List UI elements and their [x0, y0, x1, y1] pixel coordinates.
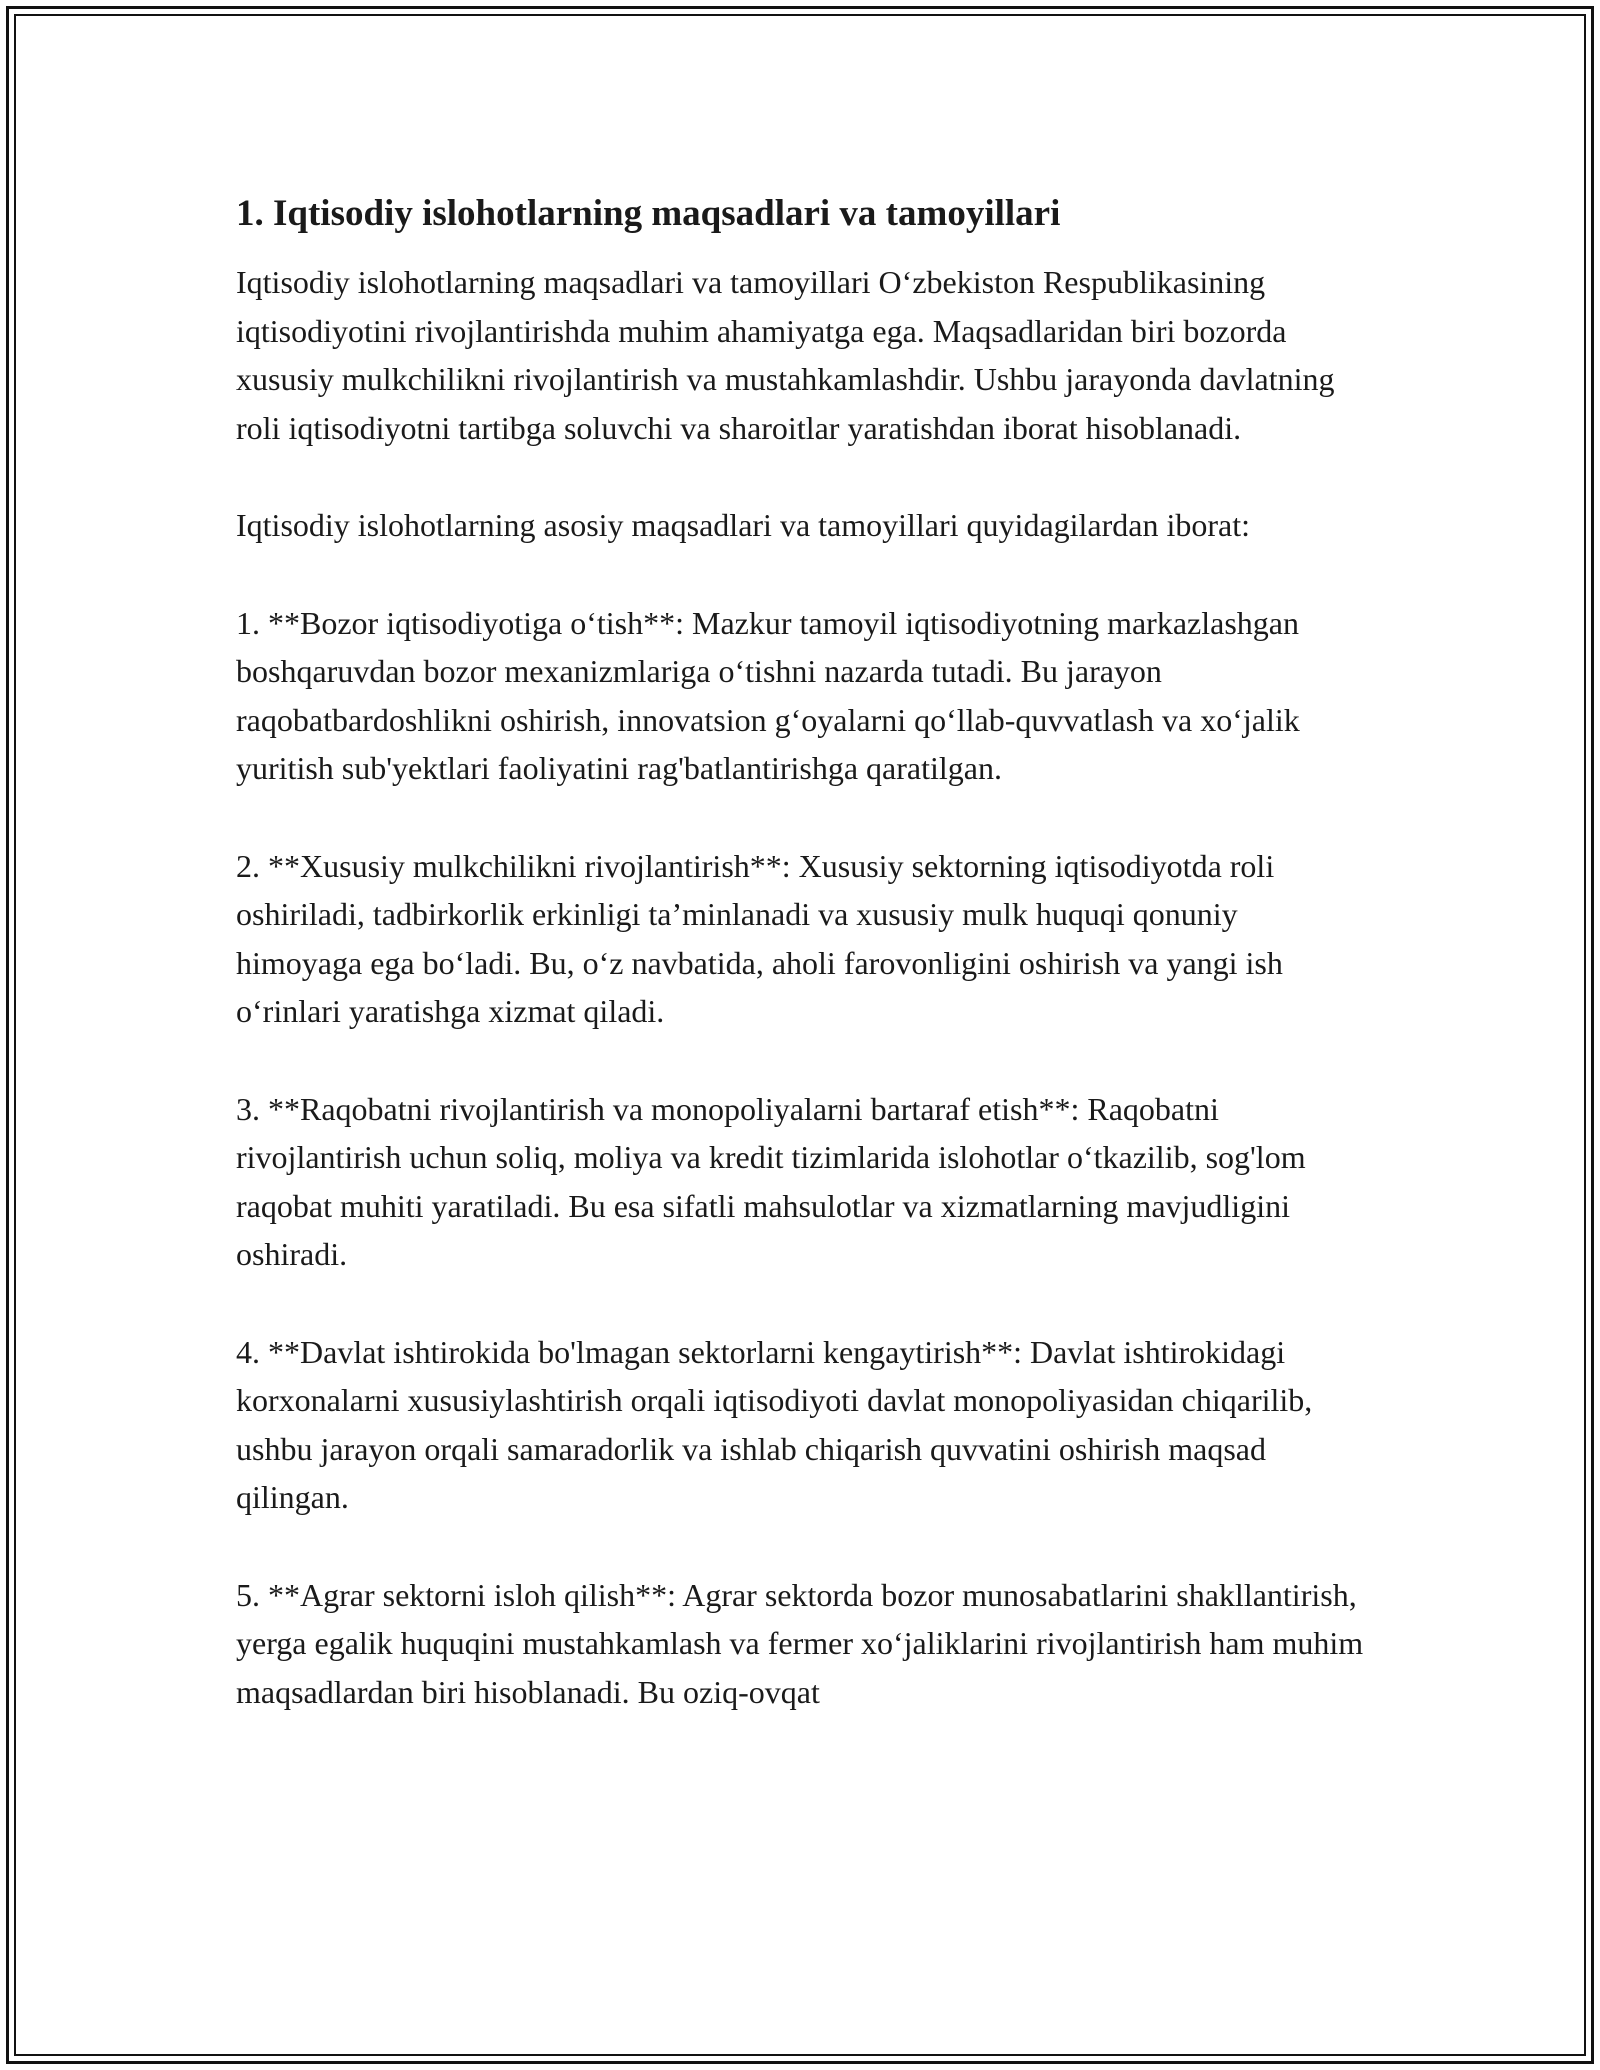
list-intro-paragraph: Iqtisodiy islohotlarning asosiy maqsadlari va tamoyillari quyidagilardan iborat: [236, 507, 1251, 543]
list-item-5: 5. **Agrar sektorni isloh qilish**: Agrar sektorda bozor munosabatlarini shakllantirish, yerga egalik huquqini mustahkamlash va fermer xo‘jaliklarini rivojlantirish ham muhim maqsadlardan biri hisoblanadi. Bu oziq-ovqat [236, 1576, 1364, 1710]
list-item-1: 1. **Bozor iqtisodiyotiga o‘tish**: Mazkur tamoyil iqtisodiyotning markazlashgan boshqaruvdan bozor mexanizmlariga o‘tishni nazarda tutadi. Bu jarayon raqobatbardoshlikni oshirish, innovatsion g‘oyalarni qo‘llab-quvvatlash va xo‘jalik yuritish sub'yektlari faoliyatini rag'batlantirishga qaratilgan. [236, 604, 1300, 786]
list-item-3: 3. **Raqobatni rivojlantirish va monopoliyalarni bartaraf etish**: Raqobatni rivojlantirish uchun soliq, moliya va kredit tizimlarida islohotlar o‘tkazilib, sog'lom raqobat muhiti yaratiladi. Bu esa sifatli mahsulotlar va xizmatlarning mavjudligini oshiradi. [236, 1090, 1306, 1272]
section-heading: 1. Iqtisodiy islohotlarning maqsadlari va tamoyillari [236, 193, 1061, 234]
intro-paragraph: Iqtisodiy islohotlarning maqsadlari va tamoyillari O‘zbekiston Respublikasining iqtisodiyotini rivojlantirishda muhim ahamiyatga ega. Maqsadlaridan biri bozorda xususiy mulkchilikni rivojlantirish va mustahkamlashdir. Ushbu jarayonda davlatning roli iqtisodiyotni tartibga soluvchi va sharoitlar yaratishdan iborat hisoblanadi. [236, 264, 1335, 446]
document-body [236, 186, 1366, 1765]
list-item-2: 2. **Xususiy mulkchilikni rivojlantirish**: Xususiy sektorning iqtisodiyotda roli oshiriladi, tadbirkorlik erkinligi ta’minlanadi va xususiy mulk huquqi qonuniy himoyaga ega bo‘ladi. Bu, o‘z navbatida, aholi farovonligini oshirish va yangi ish o‘rinlari yaratishga xizmat qiladi. [236, 847, 1283, 1029]
list-item-4: 4. **Davlat ishtirokida bo'lmagan sektorlarni kengaytirish**: Davlat ishtirokidagi korxonalarni xususiylashtirish orqali iqtisodiyoti davlat monopoliyasidan chiqarilib, ushbu jarayon orqali samaradorlik va ishlab chiqarish quvvatini oshirish maqsad qilingan. [236, 1333, 1313, 1515]
